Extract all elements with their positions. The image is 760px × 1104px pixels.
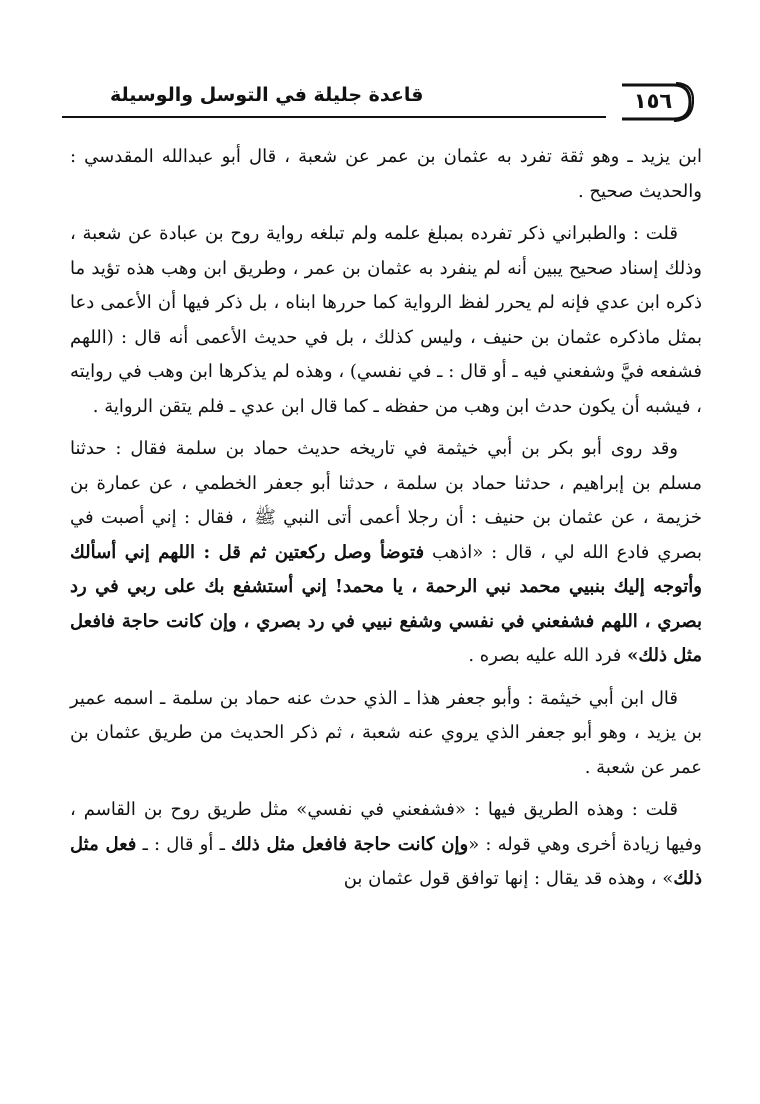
paragraph-text: قلت : وهذه الطريق فيها : «فشفعني في نفسي» مثل طريق روح بن القاسم ، وفيها زيادة أخرى وهي قوله : « [70, 799, 702, 855]
body-text [70, 140, 702, 897]
page-number: ١٥٦ [633, 89, 673, 113]
paragraph-text: » ، وهذه قد يقال : إنها توافق قول عثمان بن [343, 868, 674, 889]
paragraph-4 [70, 682, 702, 786]
header-rule [62, 116, 606, 118]
running-title: قاعدة جليلة في التوسل والوسيلة [110, 84, 424, 106]
paragraph-text: وقد روى أبو بكر بن أبي خيثمة في تاريخه حديث حماد بن سلمة فقال : حدثنا مسلم بن إبراهيم ، حدثنا حماد بن سلمة ، حدثنا أبو جعفر الخطمي ، عن عمارة بن خزيمة ، عن عثمان بن حنيف : أن رجلا أعمى أتى النبي ﷺ ، فقال : إني أصبت في بصري فادع الله لي ، قال : «اذهب [70, 438, 703, 563]
paragraph-3 [70, 432, 702, 674]
page-number-badge [612, 82, 694, 122]
paragraph-text: قلت : والطبراني ذكر تفرده بمبلغ علمه ولم تبلغه رواية روح بن عبادة عن شعبة ، وذلك إسناد صحيح يبين أنه لم ينفرد به عثمان بن عمر ، وطريق ابن وهب هذه تؤيد ما ذكره ابن عدي فإنه لم يحرر لفظ الرواية كما حررها ابناه ، بل ذكر فيها أن الأعمى دعا بمثل ماذكره عثمان بن حنيف ، وليس كذلك ، بل في حديث الأعمى أنه قال : (اللهم فشفعه فيَّ وشفعني فيه ـ أو قال : ـ في نفسي) ، وهذه لم يذكرها ابن وهب في روايته ، فيشبه أن يكون حدث ابن وهب من حفظه ـ كما قال ابن عدي ـ فلم يتقن الرواية . [70, 223, 702, 417]
page-header [62, 78, 702, 126]
paragraph-5 [70, 793, 702, 897]
paragraph-text: ابن يزيد ـ وهو ثقة تفرد به عثمان بن عمر عن شعبة ، قال أبو عبدالله المقدسي : والحديث صحيح . [70, 146, 702, 202]
paragraph-2 [70, 217, 702, 424]
quote-bold: وإن كانت حاجة فافعل مثل ذلك [231, 833, 469, 855]
paragraph-text: فرد الله عليه بصره . [468, 645, 628, 666]
paragraph-text: ـ أو قال : ـ [136, 833, 232, 855]
hadith-quote-bold: فتوضأ وصل ركعتين ثم قل : اللهم إني أسألك وأتوجه إليك بنبيي محمد نبي الرحمة ، يا محمد! إني أستشفع بك على ربي في رد بصري ، اللهم فشفعني في نفسي وشفع نبيي في رد بصري ، وإن كانت حاجة فافعل مثل ذلك» [70, 541, 702, 666]
paragraph-1 [70, 140, 702, 209]
quote-bold: فعل مثل ذلك [70, 833, 702, 889]
paragraph-text: قال ابن أبي خيثمة : وأبو جعفر هذا ـ الذي حدث عنه حماد بن سلمة ـ اسمه عمير بن يزيد ، وهو أبو جعفر الذي يروي عنه شعبة ، ثم ذكر الحديث من طريق عثمان بن عمر عن شعبة . [70, 687, 702, 778]
